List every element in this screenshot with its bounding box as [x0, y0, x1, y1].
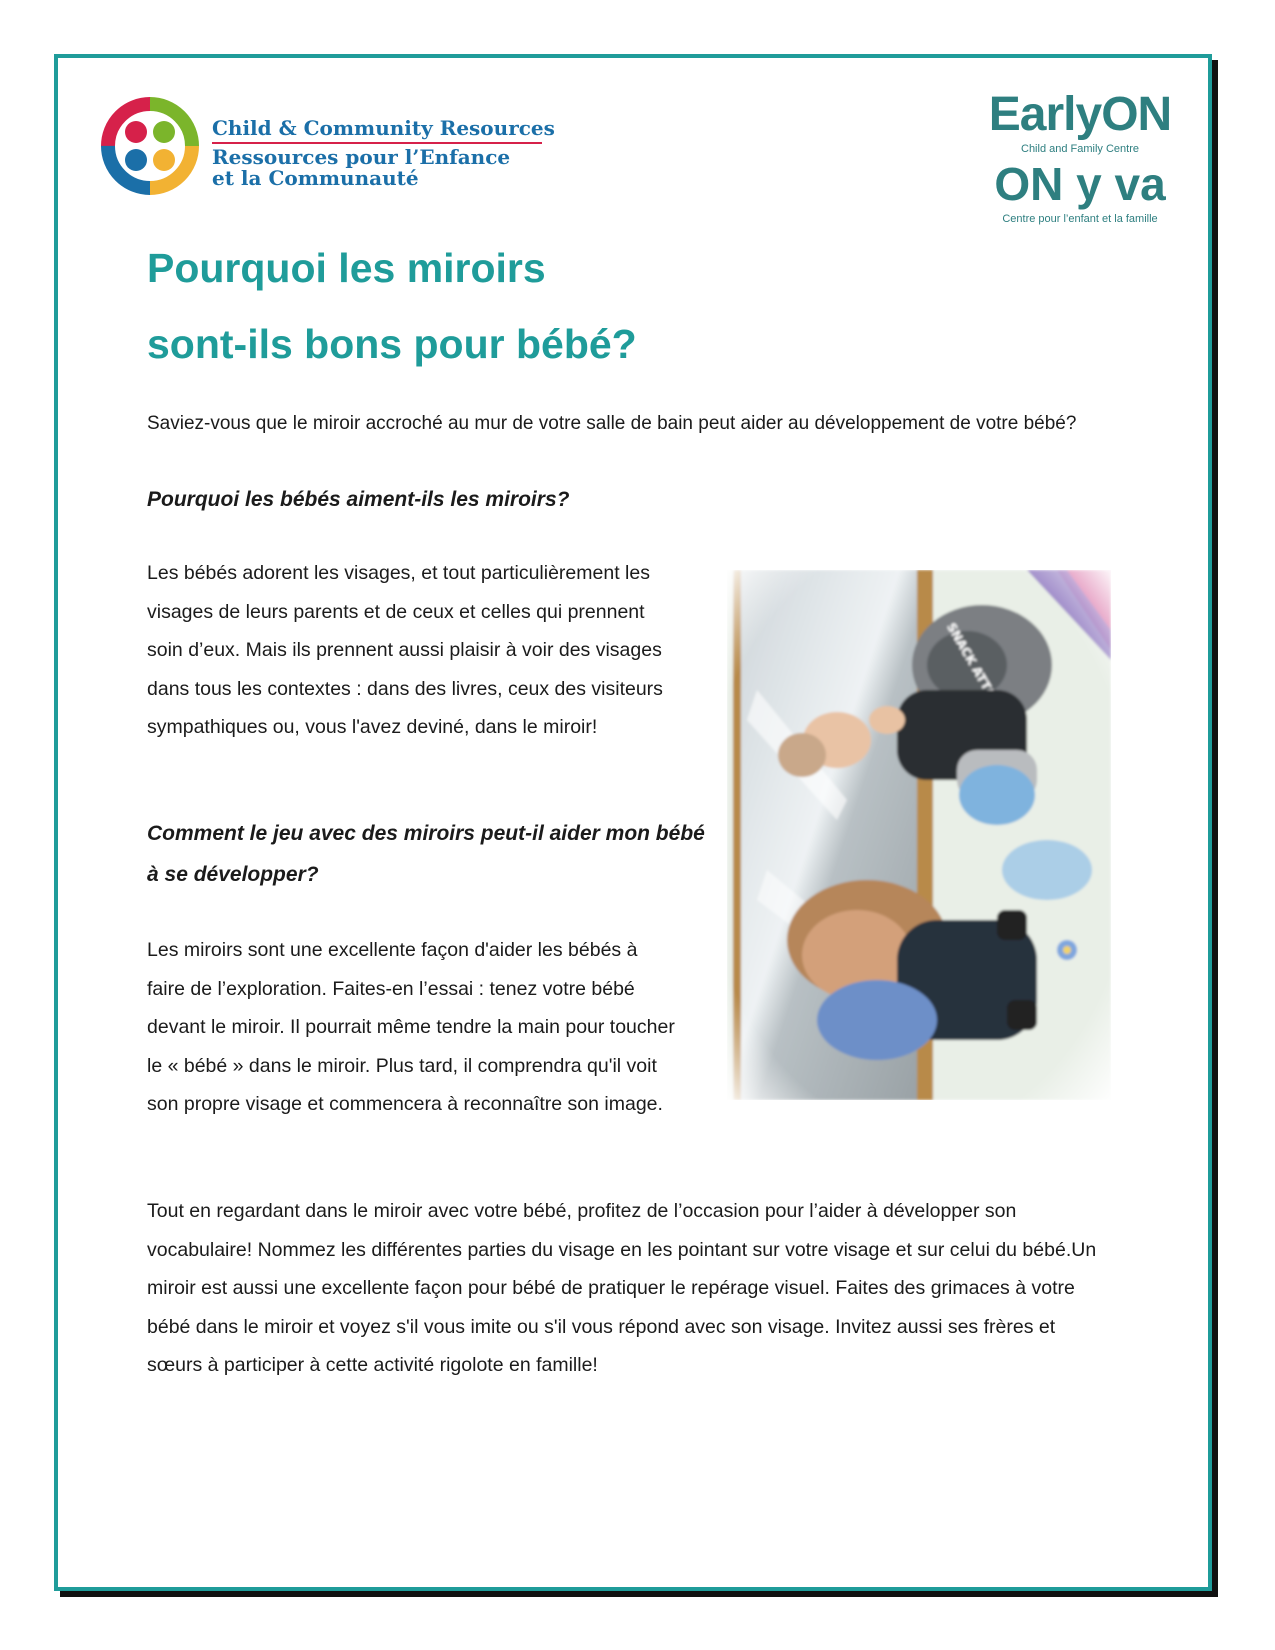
- ccr-circle-logo-icon: [100, 96, 200, 196]
- ccr-wordmark: [212, 116, 555, 189]
- section2-paragraph: Les miroirs sont une excellente façon d'aider les bébés à faire de l’exploration. Faites-en l’essai : tenez votre bébé devant le miroir. Il pourrait même tendre la main pour toucher le « bébé » dans le miroir. Plus tard, il comprendra qu'il voit son propre visage et commencera à reconnaître son image.: [147, 939, 675, 1115]
- intro-paragraph: Saviez-vous que le miroir accroché au mur de votre salle de bain peut aider au développement de votre bébé?: [147, 413, 1077, 434]
- closing-paragraph: Tout en regardant dans le miroir avec votre bébé, profitez de l’occasion pour l’aider à développer son vocabulaire! Nommez les différentes parties du visage en les pointant sur votre visage et sur celui du bébé.Un miroir est aussi une excellente façon pour bébé de pratiquer le repérage visuel. Faites des grimaces à votre bébé dans le miroir et voyez s'il vous imite ou s'il vous répond avec son visage. Invitez aussi ses frères et sœurs à participer à cette activité rigolote en famille!: [147, 1200, 1097, 1376]
- ccr-name-english: Child & Community Resources: [212, 116, 555, 140]
- section1-heading: Pourquoi les bébés aiment-ils les miroirs?: [147, 488, 570, 511]
- earlyon-subtitle-english: Child and Family Centre: [1021, 143, 1139, 155]
- earlyon-logo: [975, 88, 1185, 238]
- title-line-2: sont-ils bons pour bébé?: [147, 321, 637, 367]
- ccr-logo: [100, 96, 560, 200]
- babies-mirror-photo: [727, 570, 1111, 1100]
- ccr-divider: [212, 142, 542, 144]
- section1-paragraph: Les bébés adorent les visages, et tout particulièrement les visages de leurs parents et de ceux et celles qui prennent soin d’eux. Mais ils prennent aussi plaisir à voir des visages dans tous les contextes : dans des livres, ceux des visiteurs sympathiques ou, vous l'avez deviné, dans le miroir!: [147, 562, 663, 738]
- page-title: [147, 230, 907, 382]
- earlyon-wordmark: EarlyON: [988, 88, 1172, 141]
- earlyon-subtitle-french: Centre pour l’enfant et la famille: [1002, 213, 1158, 225]
- onyva-wordmark: ON y va: [994, 158, 1166, 210]
- ccr-name-french-1: Ressources pour l’Enfance: [212, 145, 511, 169]
- section2-heading: Comment le jeu avec des miroirs peut-il aider mon bébé à se développer?: [147, 822, 705, 886]
- ccr-name-french-2: et la Communauté: [212, 166, 419, 190]
- title-line-1: Pourquoi les miroirs: [147, 245, 546, 291]
